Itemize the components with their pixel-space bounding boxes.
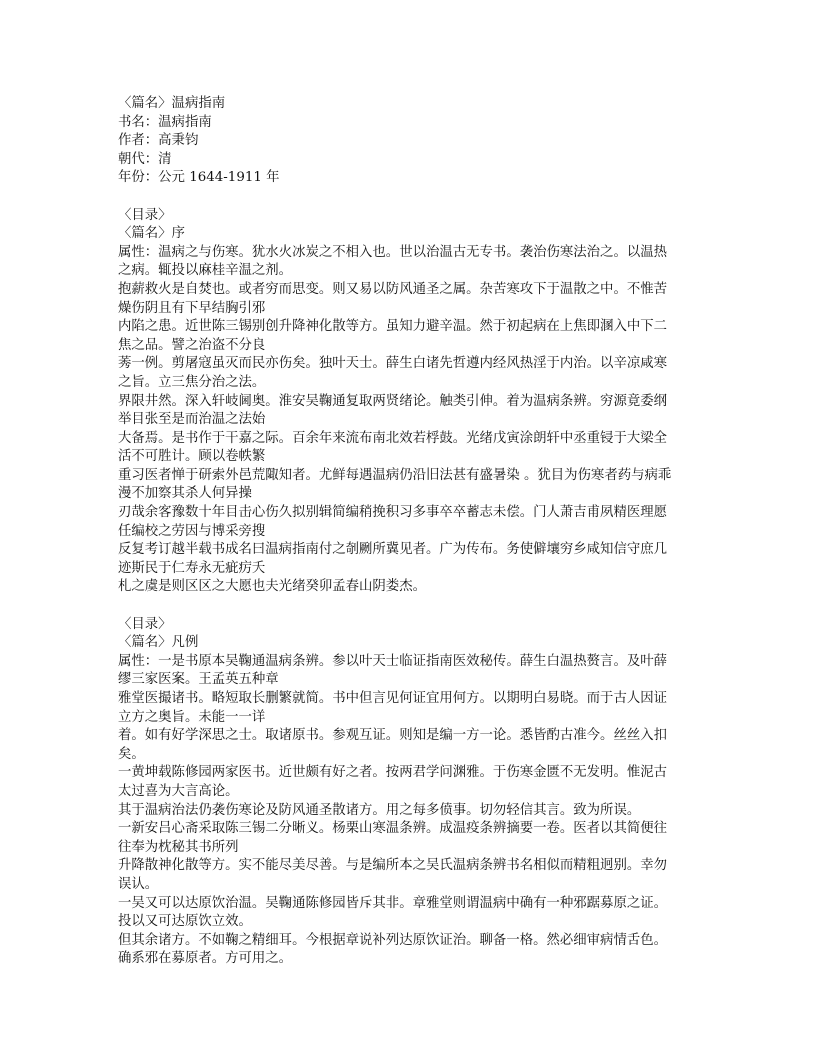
document-page	[118, 95, 700, 969]
doc-author: 作者：高秉钧	[118, 133, 199, 149]
section-title: 〈篇名〉序	[118, 226, 185, 242]
text-line: 一新安吕心斋采取陈三锡二分晰义。杨栗山寒温条辨。成温疫条辨摘要一卷。医者以其简便往	[118, 821, 668, 837]
text-line: 之病。辄投以麻桂辛温之剂。	[118, 263, 293, 279]
text-line: 大备焉。是书作于干嘉之际。百余年来流布南北效若桴鼓。光绪戊寅涂朗轩中丞重锓于大梁全	[118, 430, 668, 446]
text-line: 误认。	[118, 876, 159, 892]
text-line: 属性：温病之与伤寒。犹水火冰炭之不相入也。世以治温古无专书。袭治伤寒法治之。以温热	[118, 244, 668, 260]
doc-pian-ming: 〈篇名〉温病指南	[118, 96, 226, 111]
text-line: 内陷之患。近世陈三锡别创升降神化散等方。虽知力避辛温。然于初起病在上焦即溷入中下二	[118, 319, 668, 335]
text-line: 一吴又可以达原饮治温。吴鞠通陈修园皆斥其非。章雅堂则谓温病中确有一种邪踞募原之证。	[118, 895, 668, 911]
spacer	[118, 597, 700, 616]
text-line: 举目张至是而治温之法始	[118, 412, 266, 428]
text-line: 界限井然。深入轩岐阃奥。淮安吴鞠通复取两贤绪论。触类引伸。着为温病条辨。穷源竟委纲	[118, 393, 668, 409]
doc-book-title: 书名：温病指南	[118, 114, 212, 130]
text-line: 确系邪在募原者。方可用之。	[118, 951, 293, 967]
spacer	[118, 188, 700, 207]
doc-year: 年份：公元 1644-1911 年	[118, 170, 280, 186]
section-toc-label: 〈目录〉	[118, 616, 172, 632]
text-line: 其于温病治法仍袭伤寒论及防风通圣散诸方。用之每多偾事。切勿轻信其言。致为所误。	[118, 802, 641, 818]
text-line: 升降散神化散等方。实不能尽美尽善。与是编所本之吴氏温病条辨书名相似而精粗迥别。幸勿	[118, 858, 668, 874]
section-toc-label: 〈目录〉	[118, 207, 172, 223]
text-line: 往奉为枕秘其书所列	[118, 839, 239, 855]
text-line: 矣。	[118, 746, 145, 762]
text-line: 燥伤阴且有下早结胸引邪	[118, 300, 266, 316]
text-line: 莠一例。剪屠寇虽灭而民亦伤矣。独叶天士。薛生白诸先哲遵内经风热淫于内治。以辛凉咸寒	[118, 356, 668, 372]
text-line: 属性：一是书原本吴鞠通温病条辨。参以叶天士临证指南医效秘传。薛生白温热赘言。及叶薛	[118, 653, 668, 669]
text-line: 札之虞是则区区之大愿也夫光绪癸卯孟春山阴娄杰。	[118, 579, 426, 595]
text-line: 反复考订越半载书成名曰温病指南付之剞劂所冀见者。广为传布。务使僻壤穷乡咸知信守庶几	[118, 542, 668, 558]
text-line: 活不可胜计。顾以卷帙繁	[118, 449, 266, 465]
text-line: 迹斯民于仁寿永无疵疠夭	[118, 560, 266, 576]
text-line: 焦之品。譬之治盗不分良	[118, 337, 266, 353]
section-fanli	[118, 616, 700, 969]
doc-dynasty: 朝代：清	[118, 151, 172, 167]
text-line: 着。如有好学深思之士。取诸原书。参观互证。则知是编一方一论。悉皆酌古准今。丝丝入扣	[118, 728, 668, 744]
text-line: 抱薪救火是自焚也。或者穷而思变。则又易以防风通圣之属。杂苦寒攻下于温散之中。不惟苦	[118, 281, 668, 297]
text-line: 之旨。立三焦分治之法。	[118, 374, 266, 390]
text-line: 立方之奥旨。未能一一详	[118, 709, 266, 725]
text-line: 一黄坤载陈修园两家医书。近世颇有好之者。按两君学问渊雅。于伤寒金匮不无发明。惟泥古	[118, 765, 668, 781]
text-line: 任编校之劳因与博采旁搜	[118, 523, 266, 539]
text-line: 漫不加察其杀人何异操	[118, 486, 252, 502]
section-preface	[118, 207, 700, 597]
text-line: 但其余诸方。不如鞠之精细耳。今根据章说补列达原饮证治。聊备一格。然必细审病情舌色。	[118, 932, 668, 948]
text-line: 缪三家医案。王孟英五种章	[118, 672, 279, 688]
text-line: 雅堂医撮诸书。略短取长删繁就简。书中但言见何证宜用何方。以期明白易晓。而于古人因证	[118, 691, 668, 706]
text-line: 刃哉余客豫数十年目击心伤久拟别辑简编稍挽积习多事卒卒蓄志未偿。门人萧吉甫夙精医理愿	[118, 505, 668, 521]
text-line: 投以又可达原饮立效。	[118, 914, 252, 930]
section-title: 〈篇名〉凡例	[118, 635, 199, 651]
text-line: 重习医者惮于研索外邑荒陬知者。尤鲜每遇温病仍沿旧法甚有盛暑染 。犹目为伤寒者药与病乖	[118, 467, 672, 483]
text-line: 太过喜为大言高论。	[118, 783, 239, 799]
